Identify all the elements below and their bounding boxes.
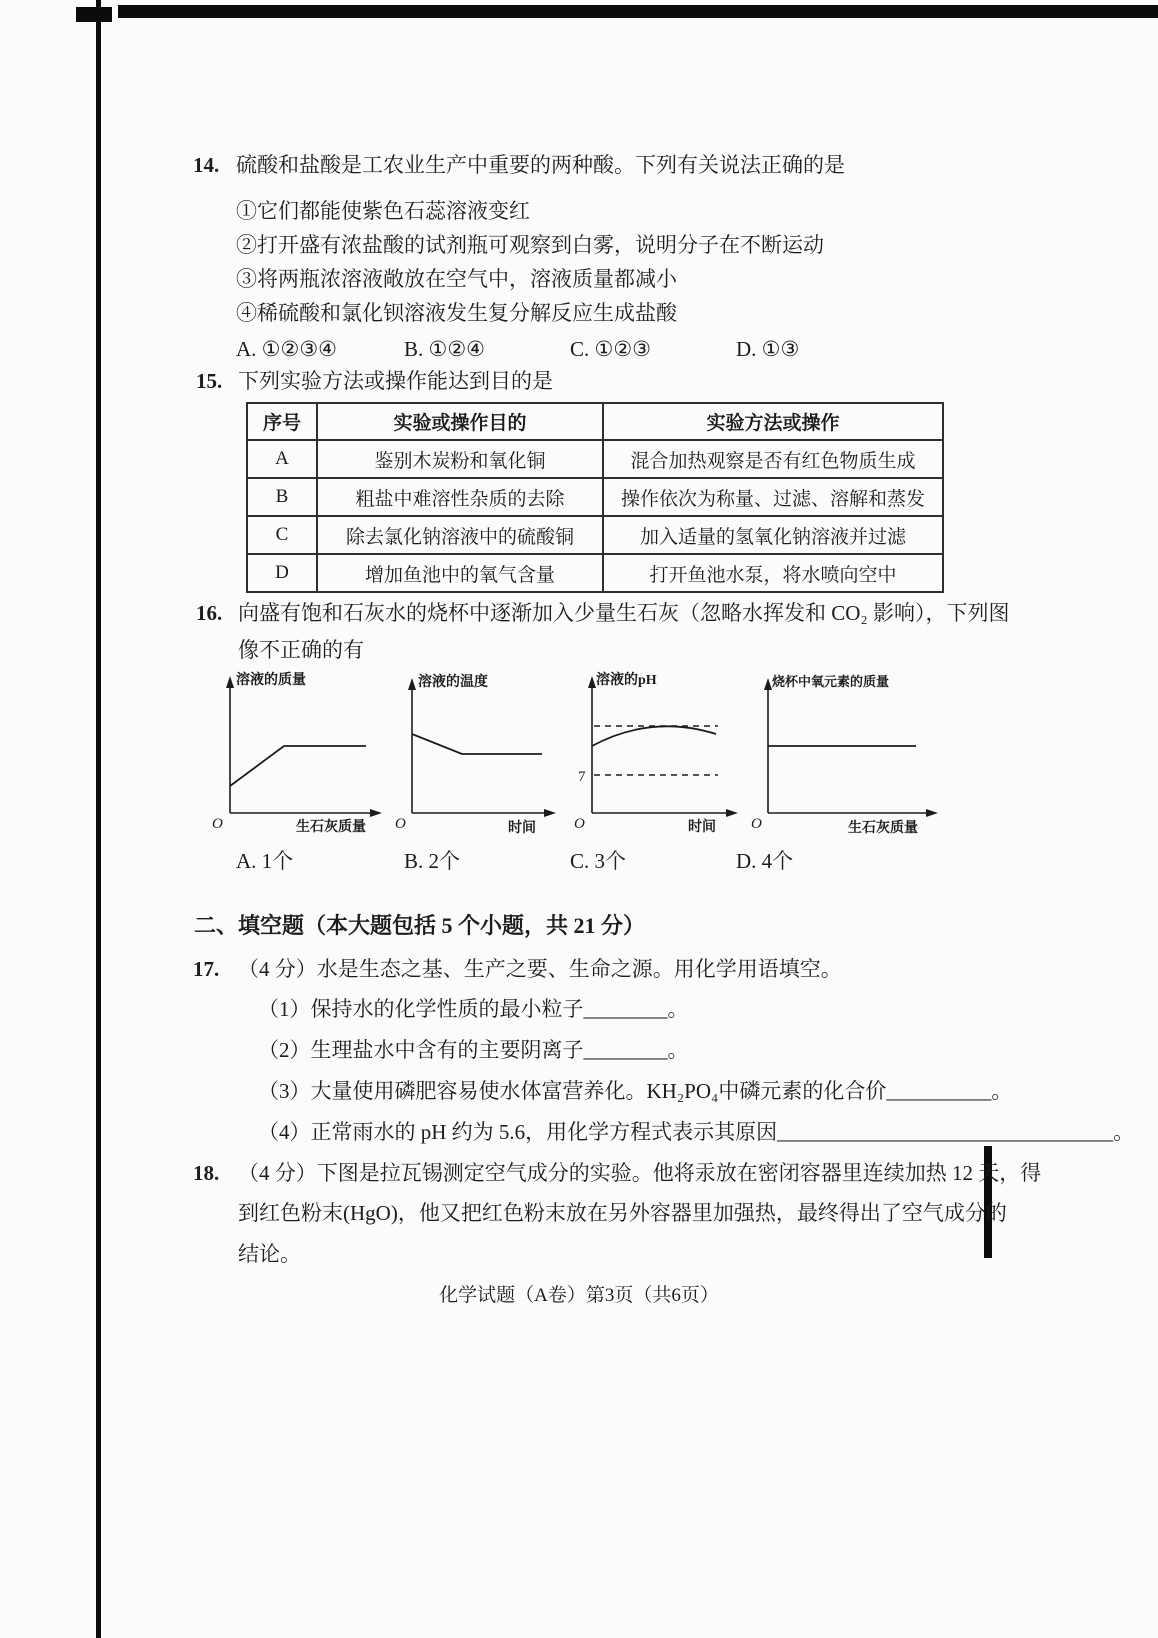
q14-option-b: B. ①②④ xyxy=(404,337,485,361)
q16-graph2-ylabel: 溶液的温度 xyxy=(418,675,488,690)
q16-graph3-ytick-7: 7 xyxy=(578,769,586,785)
q16-graph-solution-mass xyxy=(208,668,386,838)
q14-option-d: D. ①③ xyxy=(736,337,800,361)
q15-stem: 下列实验方法或操作能达到目的是 xyxy=(238,369,553,393)
q15-row-d-index: D xyxy=(247,554,317,592)
q16-graph4-origin: O xyxy=(751,816,762,832)
table-row xyxy=(247,554,943,592)
scan-edge-top-bar xyxy=(118,5,1158,18)
q16-graph2-origin: O xyxy=(395,816,406,832)
q15-row-c-goal: 除去氯化钠溶液中的硫酸铜 xyxy=(317,516,603,554)
scan-edge-top-left-mark xyxy=(76,7,112,22)
q15-table-header-row xyxy=(247,403,943,440)
q16-graph3-ylabel: 溶液的pH xyxy=(596,673,657,688)
page-footer: 化学试题（A卷）第3页（共6页） xyxy=(439,1285,719,1306)
q18-number: 18. xyxy=(193,1161,220,1185)
q16-stem-line1: 向盛有饱和石灰水的烧杯中逐渐加入少量生石灰（忽略水挥发和 CO₂ 影响），下列图 xyxy=(238,601,1010,625)
q14-stem: 硫酸和盐酸是工农业生产中重要的两种酸。下列有关说法正确的是 xyxy=(236,153,845,177)
q17-part-2: （2）生理盐水中含有的主要阴离子________。 xyxy=(258,1038,689,1062)
q16-graph-temperature xyxy=(392,672,560,838)
q16-graph2-xlabel: 时间 xyxy=(508,821,536,836)
q17-stem: （4 分）水是生态之基、生产之要、生命之源。用化学用语填空。 xyxy=(238,957,842,981)
q15-header-method: 实验方法或操作 xyxy=(603,403,943,440)
table-row xyxy=(247,440,943,478)
q15-row-c-method: 加入适量的氢氧化钠溶液并过滤 xyxy=(603,516,943,554)
q18-line-3: 结论。 xyxy=(238,1242,301,1266)
q14-item-3: ③将两瓶浓溶液敞放在空气中，溶液质量都减小 xyxy=(236,267,677,291)
q17-number: 17. xyxy=(193,957,220,981)
q17-part-3: （3）大量使用磷肥容易使水体富营养化。KH₂PO₄中磷元素的化合价__________。 xyxy=(258,1079,1013,1103)
q16-option-c: C. 3个 xyxy=(570,849,627,873)
q15-row-d-method: 打开鱼池水泵，将水喷向空中 xyxy=(603,554,943,592)
q16-option-a: A. 1个 xyxy=(236,849,294,873)
table-row xyxy=(247,516,943,554)
q17-part-4: （4）正常雨水的 pH 约为 5.6，用化学方程式表示其原因________________________________。 xyxy=(258,1120,1135,1144)
q14-item-1: ①它们都能使紫色石蕊溶液变红 xyxy=(236,199,530,223)
table-row xyxy=(247,478,943,516)
q15-row-a-index: A xyxy=(247,440,317,478)
q17-part-1: （1）保持水的化学性质的最小粒子________。 xyxy=(258,997,689,1021)
q16-graph3-xlabel: 时间 xyxy=(688,820,716,835)
q15-row-b-index: B xyxy=(247,478,317,516)
q18-line-2: 到红色粉末(HgO)，他又把红色粉末放在另外容器里加强热，最终得出了空气成分的 xyxy=(238,1201,1007,1225)
q14-option-c: C. ①②③ xyxy=(570,337,651,361)
q16-stem-line2: 像不正确的有 xyxy=(238,638,364,662)
section2-title: 二、填空题（本大题包括 5 个小题，共 21 分） xyxy=(194,913,646,938)
q15-row-a-goal: 鉴别木炭粉和氧化铜 xyxy=(317,440,603,478)
q16-graph4-xlabel: 生石灰质量 xyxy=(848,821,918,836)
q15-number: 15. xyxy=(196,369,223,393)
q15-header-goal: 实验或操作目的 xyxy=(317,403,603,440)
q16-graph1-ylabel: 溶液的质量 xyxy=(236,673,306,688)
q14-number: 14. xyxy=(193,153,220,177)
q14-item-2: ②打开盛有浓盐酸的试剂瓶可观察到白雾，说明分子在不断运动 xyxy=(236,233,824,257)
q16-number: 16. xyxy=(196,601,223,625)
q14-option-a: A. ①②③④ xyxy=(236,337,337,361)
q15-row-b-method: 操作依次为称量、过滤、溶解和蒸发 xyxy=(603,478,943,516)
q16-graph3-origin: O xyxy=(574,816,585,832)
q15-row-c-index: C xyxy=(247,516,317,554)
q16-option-d: D. 4个 xyxy=(736,849,794,873)
q15-row-a-method: 混合加热观察是否有红色物质生成 xyxy=(603,440,943,478)
scan-edge-left-line xyxy=(96,0,101,1638)
q15-row-d-goal: 增加鱼池中的氧气含量 xyxy=(317,554,603,592)
q15-row-b-goal: 粗盐中难溶性杂质的去除 xyxy=(317,478,603,516)
q15-table xyxy=(246,402,944,593)
q16-graph-ph xyxy=(570,668,744,838)
q16-graph4-ylabel: 烧杯中氧元素的质量 xyxy=(772,674,890,689)
q16-graph1-xlabel: 生石灰质量 xyxy=(296,820,366,835)
q16-option-b: B. 2个 xyxy=(404,849,461,873)
q18-line-1: （4 分）下图是拉瓦锡测定空气成分的实验。他将汞放在密闭容器里连续加热 12 天，得 xyxy=(238,1161,1042,1185)
q14-item-4: ④稀硫酸和氯化钡溶液发生复分解反应生成盐酸 xyxy=(236,301,677,325)
q16-graph1-origin: O xyxy=(212,816,223,832)
q15-header-index: 序号 xyxy=(247,403,317,440)
q16-graph-oxygen-mass xyxy=(748,672,948,838)
